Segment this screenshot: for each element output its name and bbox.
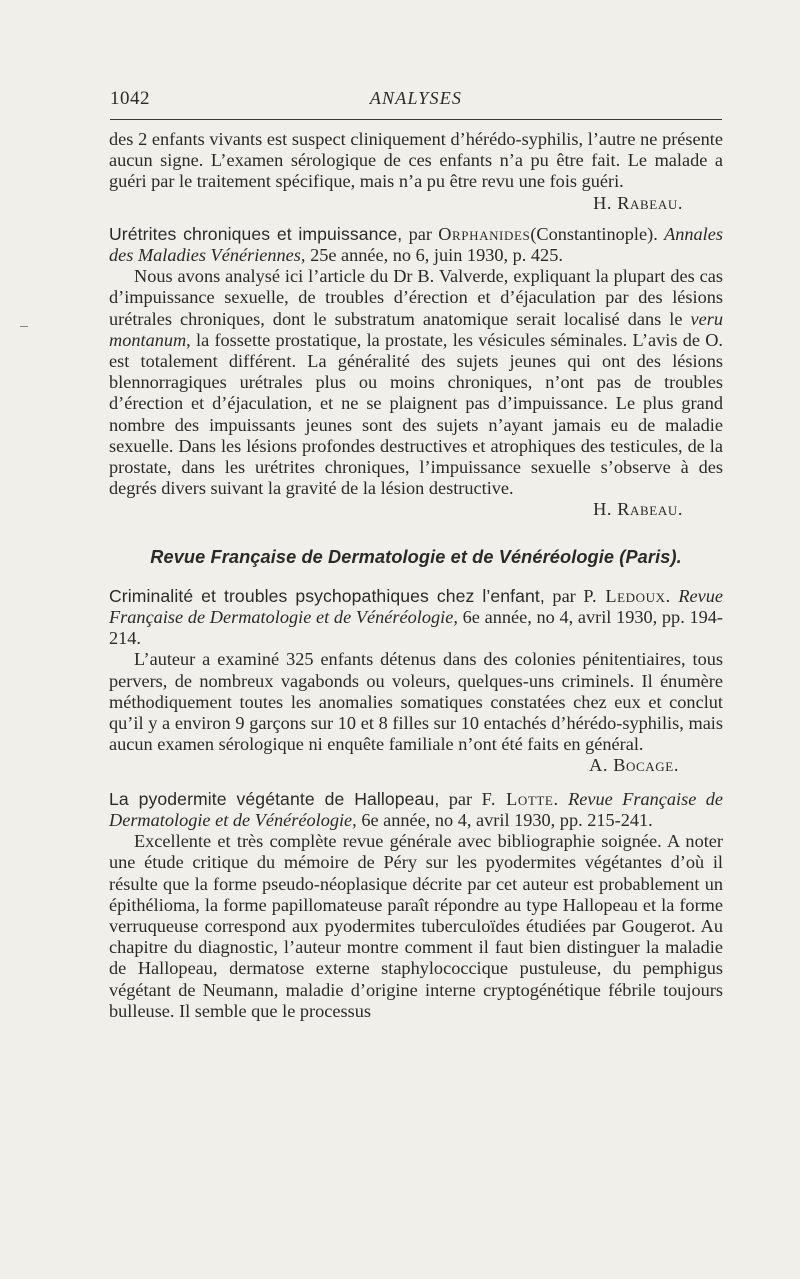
article-continuation-text: des 2 enfants vivants est suspect cliniquement d’hérédo-syphilis, l’autre ne présente aucun signe. L’examen sérologique de ces enfants n’a pu être fait. Le malade a guéri par le traitement spécifique, mais n’a pu être revu une fois guéri. — [109, 129, 723, 192]
article-heading — [109, 789, 723, 831]
article-by: par — [448, 788, 473, 809]
signature-text: H. Rabeau. — [593, 192, 683, 213]
signature-text: A. Bocage. — [589, 755, 679, 776]
article-text-part: Nous avons analysé ici l’article du Dr B. Valverde, expliquant la plupart des cas d’impuissance sexuelle, de troubles d’érection et d’éjaculation par des lésions urétrales chroniques, dont le substratum anatomique serait localisé dans le — [109, 266, 723, 329]
article-italic-term: veru montanum, — [109, 308, 723, 350]
article-journal: Revue Française de Dermatologie et de Vénéréologie, — [109, 788, 724, 830]
article-title: Criminalité et troubles psychopathiques chez l’enfant, — [109, 585, 545, 606]
article-title: La pyodermite végétante de Hallopeau, — [109, 788, 440, 809]
article-signature — [109, 193, 723, 214]
article-heading — [109, 224, 723, 266]
article-reference: 6e année, no 4, avril 1930, pp. 194-214. — [109, 607, 723, 649]
article-author: P. Ledoux. — [583, 585, 671, 606]
signature-text: H. Rabeau. — [593, 499, 683, 520]
article-text — [109, 266, 723, 499]
journal-section-heading: Revue Française de Dermatologie et de Vénéréologie (Paris). — [150, 546, 682, 567]
article-journal: Revue Française de Dermatologie et de Vénéréologie, — [109, 585, 723, 628]
running-header — [110, 88, 722, 118]
article-journal: Annales des Maladies Vénériennes, — [109, 223, 723, 266]
running-title: ANALYSES — [369, 88, 463, 108]
page-body — [109, 129, 723, 1022]
article-by: par — [408, 223, 432, 244]
margin-mark — [20, 326, 28, 327]
article-by: par — [552, 585, 576, 606]
article-author: F. Lotte. — [481, 788, 559, 809]
header-rule — [110, 119, 722, 120]
page-number: 1042 — [110, 88, 150, 109]
article-reference: 6e année, no 4, avril 1930, pp. 215-241. — [361, 809, 653, 830]
article-text: Excellente et très complète revue générale avec bibliographie soignée. A noter une étude critique du mémoire de Péry sur les pyodermites végétantes d’où il résulte que la forme pseudo-néoplasique décrite par cet auteur est probablement un épithélioma, la forme papillomateuse paraît répondre au type Hallopeau et la forme verruqueuse correspond aux pyodermites tuberculoïdes étudiées par Gougerot. Au chapitre du diagnostic, l’auteur montre comment il faut bien distinguer la maladie de Hallopeau, dermatose externe staphylococcique pustuleuse, du pemphigus végétant de Neumann, maladie d’origine interne cryptogénétique fébrile toujours bulleuse. Il semble que le processus — [109, 831, 723, 1021]
article-text-part: la fossette prostatique, la prostate, les vésicules séminales. L’avis de O. est totalement différent. La généralité des sujets jeunes qui ont des lésions blennorragiques urétrales plus ou moins chroniques, n’ont pas de troubles d’érection et d’éjaculation, et ne se plaignent pas d’impuissance. Le plus grand nombre des impuissants jeunes sont des sujets n’ayant jamais eu de maladie sexuelle. Dans les lésions profondes destructives et atrophiques des testicules, de la prostate, dans les urétrites chroniques, l’impuissance sexuelle s’observe à des degrés divers suivant la gravité de la lésion destructive. — [109, 329, 723, 499]
article-author-place: (Constantinople). — [530, 223, 658, 244]
article-title: Urétrites chroniques et impuissance, — [109, 223, 403, 244]
article-reference: 25e année, no 6, juin 1930, p. 425. — [310, 245, 563, 266]
article-signature — [109, 499, 723, 520]
article-author: Orphanides — [438, 223, 531, 244]
article-signature — [109, 755, 723, 776]
article-heading — [109, 586, 723, 650]
article-text: L’auteur a examiné 325 enfants détenus dans des colonies pénitentiaires, tous pervers, de nombreux vagabonds ou voleurs, quelques-uns criminels. Il énumère méthodiquement toutes les anomalies somatiques constatées chez eux et conclut qu’il y a environ 9 garçons sur 10 et 8 filles sur 10 entachés d’hérédo-syphilis, mais aucun examen sérologique ni enquête familiale n’ont été faits en général. — [109, 649, 723, 755]
